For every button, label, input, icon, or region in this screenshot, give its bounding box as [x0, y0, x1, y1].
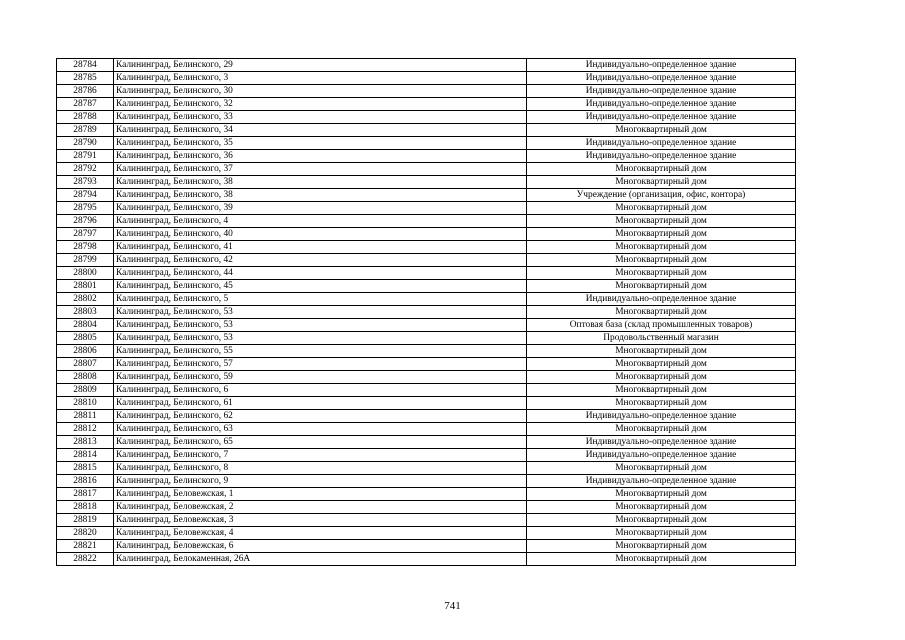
record-id-cell: 28791 [57, 150, 114, 163]
address-cell: Калининград, Беловежская, 1 [114, 488, 527, 501]
building-type-cell: Многоквартирный дом [527, 384, 796, 397]
table-row [57, 85, 796, 98]
record-id-cell: 28788 [57, 111, 114, 124]
table-row [57, 228, 796, 241]
address-cell: Калининград, Белинского, 55 [114, 345, 527, 358]
record-id-cell: 28802 [57, 293, 114, 306]
address-cell: Калининград, Белинского, 38 [114, 189, 527, 202]
record-id-cell: 28804 [57, 319, 114, 332]
table-row [57, 215, 796, 228]
record-id-cell: 28790 [57, 137, 114, 150]
building-type-cell: Многоквартирный дом [527, 254, 796, 267]
building-type-cell: Многоквартирный дом [527, 280, 796, 293]
address-cell: Калининград, Белинского, 41 [114, 241, 527, 254]
record-id-cell: 28817 [57, 488, 114, 501]
record-id-cell: 28815 [57, 462, 114, 475]
record-id-cell: 28811 [57, 410, 114, 423]
table-row [57, 111, 796, 124]
building-type-cell: Индивидуально-определенное здание [527, 85, 796, 98]
address-cell: Калининград, Беловежская, 6 [114, 540, 527, 553]
building-type-cell: Индивидуально-определенное здание [527, 59, 796, 72]
table-row [57, 488, 796, 501]
address-cell: Калининград, Белинского, 8 [114, 462, 527, 475]
table-row [57, 98, 796, 111]
record-id-cell: 28821 [57, 540, 114, 553]
address-cell: Калининград, Белинского, 42 [114, 254, 527, 267]
address-cell: Калининград, Белинского, 63 [114, 423, 527, 436]
address-cell: Калининград, Белинского, 65 [114, 436, 527, 449]
record-id-cell: 28812 [57, 423, 114, 436]
table-row [57, 501, 796, 514]
table-row [57, 540, 796, 553]
address-cell: Калининград, Белинского, 9 [114, 475, 527, 488]
address-cell: Калининград, Белинского, 6 [114, 384, 527, 397]
record-id-cell: 28805 [57, 332, 114, 345]
record-id-cell: 28814 [57, 449, 114, 462]
table-row [57, 462, 796, 475]
registry-table [56, 58, 796, 566]
table-row [57, 384, 796, 397]
table-row [57, 319, 796, 332]
building-type-cell: Индивидуально-определенное здание [527, 410, 796, 423]
record-id-cell: 28806 [57, 345, 114, 358]
table-row [57, 527, 796, 540]
table-row [57, 241, 796, 254]
record-id-cell: 28813 [57, 436, 114, 449]
table-row [57, 280, 796, 293]
address-cell: Калининград, Белинского, 39 [114, 202, 527, 215]
record-id-cell: 28798 [57, 241, 114, 254]
building-type-cell: Индивидуально-определенное здание [527, 111, 796, 124]
address-cell: Калининград, Белинского, 30 [114, 85, 527, 98]
address-cell: Калининград, Белинского, 4 [114, 215, 527, 228]
record-id-cell: 28787 [57, 98, 114, 111]
record-id-cell: 28822 [57, 553, 114, 566]
record-id-cell: 28795 [57, 202, 114, 215]
building-type-cell: Многоквартирный дом [527, 176, 796, 189]
address-cell: Калининград, Белинского, 37 [114, 163, 527, 176]
address-cell: Калининград, Белинского, 33 [114, 111, 527, 124]
building-type-cell: Многоквартирный дом [527, 358, 796, 371]
page-number: 741 [444, 600, 461, 612]
building-type-cell: Многоквартирный дом [527, 423, 796, 436]
address-cell: Калининград, Белинского, 57 [114, 358, 527, 371]
table-row [57, 436, 796, 449]
table-row [57, 371, 796, 384]
building-type-cell: Многоквартирный дом [527, 306, 796, 319]
address-cell: Калининград, Белинского, 44 [114, 267, 527, 280]
table-row [57, 72, 796, 85]
record-id-cell: 28801 [57, 280, 114, 293]
table-row [57, 332, 796, 345]
address-cell: Калининград, Белинского, 53 [114, 306, 527, 319]
building-type-cell: Индивидуально-определенное здание [527, 436, 796, 449]
address-cell: Калининград, Беловежская, 4 [114, 527, 527, 540]
building-type-cell: Многоквартирный дом [527, 228, 796, 241]
table-row [57, 189, 796, 202]
table-row [57, 202, 796, 215]
record-id-cell: 28785 [57, 72, 114, 85]
building-type-cell: Многоквартирный дом [527, 553, 796, 566]
table-row [57, 475, 796, 488]
address-cell: Калининград, Беловежская, 2 [114, 501, 527, 514]
address-cell: Калининград, Белинского, 62 [114, 410, 527, 423]
table-row [57, 254, 796, 267]
building-type-cell: Индивидуально-определенное здание [527, 98, 796, 111]
table-row [57, 345, 796, 358]
record-id-cell: 28807 [57, 358, 114, 371]
building-type-cell: Многоквартирный дом [527, 345, 796, 358]
building-type-cell: Многоквартирный дом [527, 514, 796, 527]
table-row [57, 137, 796, 150]
table-row [57, 410, 796, 423]
record-id-cell: 28786 [57, 85, 114, 98]
address-cell: Калининград, Белинского, 38 [114, 176, 527, 189]
building-type-cell: Многоквартирный дом [527, 163, 796, 176]
record-id-cell: 28784 [57, 59, 114, 72]
address-cell: Калининград, Белокаменная, 26А [114, 553, 527, 566]
record-id-cell: 28810 [57, 397, 114, 410]
record-id-cell: 28820 [57, 527, 114, 540]
record-id-cell: 28816 [57, 475, 114, 488]
table-row [57, 553, 796, 566]
address-cell: Калининград, Белинского, 5 [114, 293, 527, 306]
address-cell: Калининград, Белинского, 40 [114, 228, 527, 241]
address-cell: Калининград, Белинского, 34 [114, 124, 527, 137]
table-row [57, 449, 796, 462]
building-type-cell: Индивидуально-определенное здание [527, 72, 796, 85]
table-row [57, 267, 796, 280]
table-row [57, 293, 796, 306]
record-id-cell: 28797 [57, 228, 114, 241]
table-row [57, 397, 796, 410]
table-row [57, 59, 796, 72]
building-type-cell: Многоквартирный дом [527, 202, 796, 215]
address-cell: Калининград, Белинского, 59 [114, 371, 527, 384]
address-cell: Калининград, Белинского, 61 [114, 397, 527, 410]
address-cell: Калининград, Белинского, 45 [114, 280, 527, 293]
record-id-cell: 28794 [57, 189, 114, 202]
building-type-cell: Многоквартирный дом [527, 215, 796, 228]
building-type-cell: Индивидуально-определенное здание [527, 150, 796, 163]
table-row [57, 163, 796, 176]
record-id-cell: 28809 [57, 384, 114, 397]
building-type-cell: Индивидуально-определенное здание [527, 449, 796, 462]
table-row [57, 358, 796, 371]
record-id-cell: 28792 [57, 163, 114, 176]
building-type-cell: Многоквартирный дом [527, 488, 796, 501]
building-type-cell: Многоквартирный дом [527, 527, 796, 540]
registry-table-body [57, 59, 796, 566]
table-row [57, 423, 796, 436]
building-type-cell: Многоквартирный дом [527, 371, 796, 384]
record-id-cell: 28789 [57, 124, 114, 137]
record-id-cell: 28796 [57, 215, 114, 228]
record-id-cell: 28799 [57, 254, 114, 267]
building-type-cell: Многоквартирный дом [527, 501, 796, 514]
building-type-cell: Продовольственный магазин [527, 332, 796, 345]
table-row [57, 124, 796, 137]
building-type-cell: Многоквартирный дом [527, 267, 796, 280]
table-row [57, 150, 796, 163]
address-cell: Калининград, Беловежская, 3 [114, 514, 527, 527]
address-cell: Калининград, Белинского, 7 [114, 449, 527, 462]
building-type-cell: Индивидуально-определенное здание [527, 137, 796, 150]
record-id-cell: 28800 [57, 267, 114, 280]
building-type-cell: Учреждение (организация, офис, контора) [527, 189, 796, 202]
address-cell: Калининград, Белинского, 3 [114, 72, 527, 85]
record-id-cell: 28819 [57, 514, 114, 527]
table-row [57, 514, 796, 527]
address-cell: Калининград, Белинского, 53 [114, 319, 527, 332]
building-type-cell: Индивидуально-определенное здание [527, 293, 796, 306]
table-row [57, 176, 796, 189]
building-type-cell: Индивидуально-определенное здание [527, 475, 796, 488]
address-cell: Калининград, Белинского, 35 [114, 137, 527, 150]
building-type-cell: Оптовая база (склад промышленных товаров) [527, 319, 796, 332]
table-row [57, 306, 796, 319]
address-cell: Калининград, Белинского, 32 [114, 98, 527, 111]
building-type-cell: Многоквартирный дом [527, 124, 796, 137]
address-cell: Калининград, Белинского, 53 [114, 332, 527, 345]
address-cell: Калининград, Белинского, 29 [114, 59, 527, 72]
building-type-cell: Многоквартирный дом [527, 462, 796, 475]
building-type-cell: Многоквартирный дом [527, 241, 796, 254]
address-cell: Калининград, Белинского, 36 [114, 150, 527, 163]
building-type-cell: Многоквартирный дом [527, 540, 796, 553]
record-id-cell: 28808 [57, 371, 114, 384]
record-id-cell: 28818 [57, 501, 114, 514]
building-type-cell: Многоквартирный дом [527, 397, 796, 410]
record-id-cell: 28803 [57, 306, 114, 319]
record-id-cell: 28793 [57, 176, 114, 189]
